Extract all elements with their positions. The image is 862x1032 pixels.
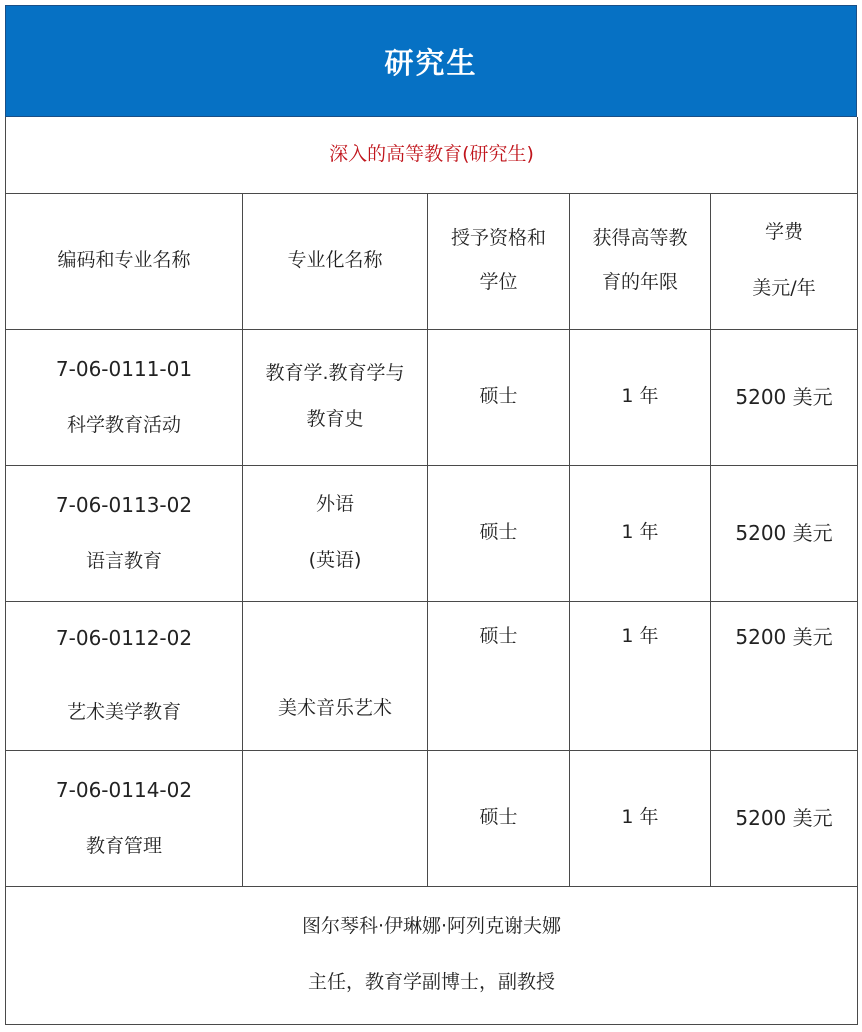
years-cell: 1 年 [570,329,711,465]
specialization-cell-empty [243,750,428,886]
degree-cell: 硕士 [428,329,570,465]
program-code-cell [6,601,243,750]
footer-cell [6,886,858,1024]
program-name: 艺术美学教育 [66,701,181,724]
director-name: 图尔琴科·伊琳娜·阿列克谢夫娜 [301,915,562,938]
program-code: 7-06-0113-02 [55,492,193,517]
page-title: 研究生 [384,45,478,80]
years-cell: 1 年 [570,601,711,750]
table-row [6,329,858,465]
header-specialization: 专业化名称 [243,193,428,329]
specialization-cell: 外语 (英语) [243,465,428,601]
program-code-cell [6,465,243,601]
years-cell: 1 年 [570,465,711,601]
program-name: 语言教育 [85,549,162,572]
table-subtitle: 深入的高等教育(研究生) [6,117,858,193]
program-code: 7-06-0111-01 [55,356,193,381]
fee-cell: 5200 美元 [711,601,858,750]
subtitle-row [6,117,858,193]
specialization-cell: 教育学.教育学与 教育史 [243,329,428,465]
program-code-cell [6,750,243,886]
header-years: 获得高等教 育的年限 [570,193,711,329]
fee-cell: 5200 美元 [711,329,858,465]
page-header [5,5,857,117]
footer-row [6,886,858,1024]
header-fee: 学费 美元/年 [711,193,858,329]
table-row [6,750,858,886]
table-row [6,465,858,601]
fee-cell: 5200 美元 [711,465,858,601]
specialization-cell: 美术音乐艺术 [243,601,428,750]
program-code: 7-06-0114-02 [55,777,193,802]
program-name: 教育管理 [85,834,162,857]
table-row [6,601,858,750]
program-name: 科学教育活动 [66,413,181,436]
header-degree: 授予资格和 学位 [428,193,570,329]
degree-cell: 硕士 [428,601,570,750]
program-sheet [5,5,857,1025]
program-code-cell [6,329,243,465]
program-code: 7-06-0112-02 [55,626,193,651]
degree-cell: 硕士 [428,465,570,601]
degree-cell: 硕士 [428,750,570,886]
fee-cell: 5200 美元 [711,750,858,886]
table-header-row [6,193,858,329]
header-code-name: 编码和专业名称 [6,193,243,329]
programs-table [5,117,858,1025]
years-cell: 1 年 [570,750,711,886]
director-role: 主任，教育学副博士，副教授 [308,971,556,993]
